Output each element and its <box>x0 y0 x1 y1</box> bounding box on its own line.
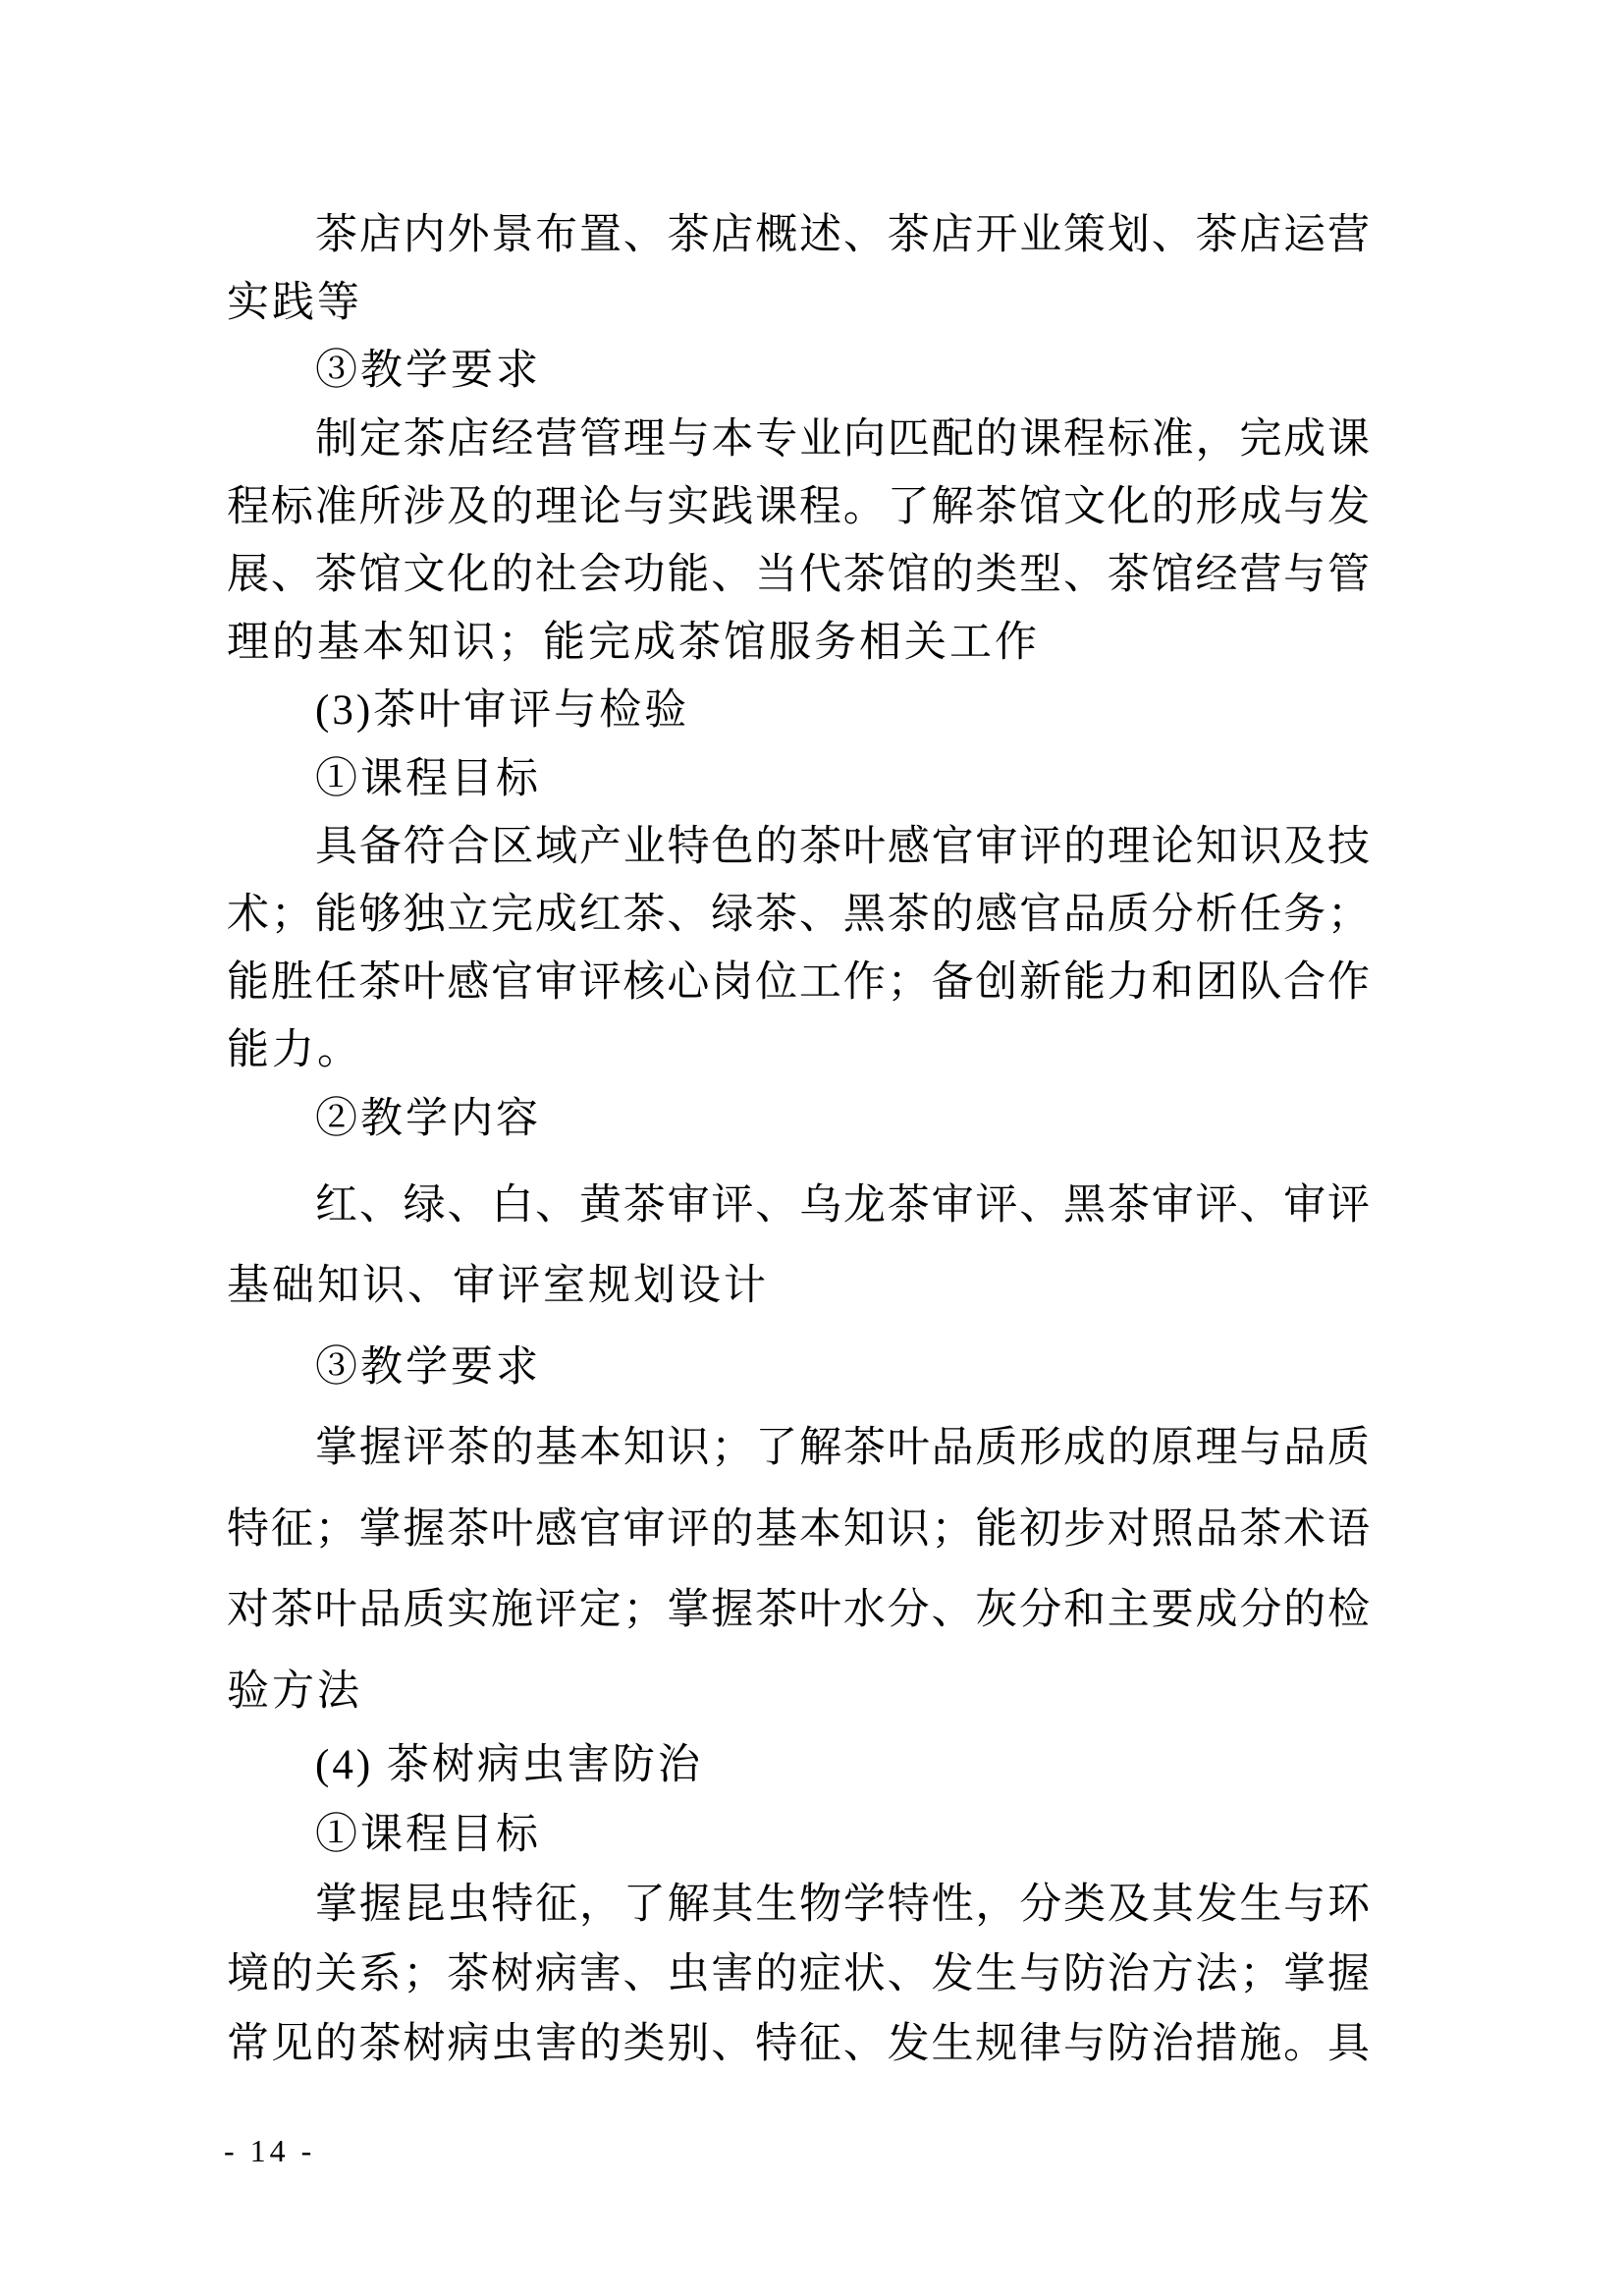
text-line: 常见的茶树病虫害的类别、特征、发生规律与防治措施。具 <box>227 2021 1370 2067</box>
text-line: 特征；掌握茶叶感官审评的基本知识；能初步对照品茶术语 <box>227 1506 1370 1553</box>
text-line: 实践等 <box>227 280 362 326</box>
text-line: 理的基本知识；能完成茶馆服务相关工作 <box>227 620 1040 666</box>
text-line: ①课程目标 <box>315 756 541 802</box>
text-line: 能力。 <box>227 1027 362 1073</box>
text-line: 掌握昆虫特征，了解其生物学特性，分类及其发生与环 <box>315 1882 1370 1928</box>
text-line: 程标准所涉及的理论与实践课程。了解茶馆文化的形成与发 <box>227 484 1370 530</box>
text-line: 茶店内外景布置、茶店概述、茶店开业策划、茶店运营 <box>315 212 1370 258</box>
text-line: 能胜任茶叶感官审评核心岗位工作；备创新能力和团队合作 <box>227 959 1370 1006</box>
text-line: ①课程目标 <box>315 1812 541 1858</box>
text-line: ②教学内容 <box>315 1096 541 1142</box>
text-line: 红、绿、白、黄茶审评、乌龙茶审评、黑茶审评、审评 <box>315 1182 1370 1229</box>
text-line: 境的关系；茶树病害、虫害的症状、发生与防治方法；掌握 <box>227 1951 1370 1997</box>
text-line: (4) 茶树病虫害防治 <box>315 1742 703 1788</box>
text-line: ③教学要求 <box>315 348 541 394</box>
text-line: 具备符合区域产业特色的茶叶感官审评的理论知识及技 <box>315 824 1370 870</box>
text-line: 基础知识、审评室规划设计 <box>227 1263 769 1309</box>
text-line: ③教学要求 <box>315 1344 541 1391</box>
text-line: 对茶叶品质实施评定；掌握茶叶水分、灰分和主要成分的检 <box>227 1587 1370 1633</box>
text-line: 制定茶店经营管理与本专业向匹配的课程标准，完成课 <box>315 416 1370 463</box>
text-line: 掌握评茶的基本知识；了解茶叶品质形成的原理与品质 <box>315 1425 1370 1471</box>
text-line: 验方法 <box>227 1668 362 1715</box>
text-line: (3)茶叶审评与检验 <box>315 687 690 734</box>
text-line: 展、茶馆文化的社会功能、当代茶馆的类型、茶馆经营与管 <box>227 552 1370 598</box>
text-line: 术；能够独立完成红茶、绿茶、黑茶的感官品质分析任务； <box>227 892 1370 938</box>
page-number: - 14 - <box>224 2133 316 2168</box>
